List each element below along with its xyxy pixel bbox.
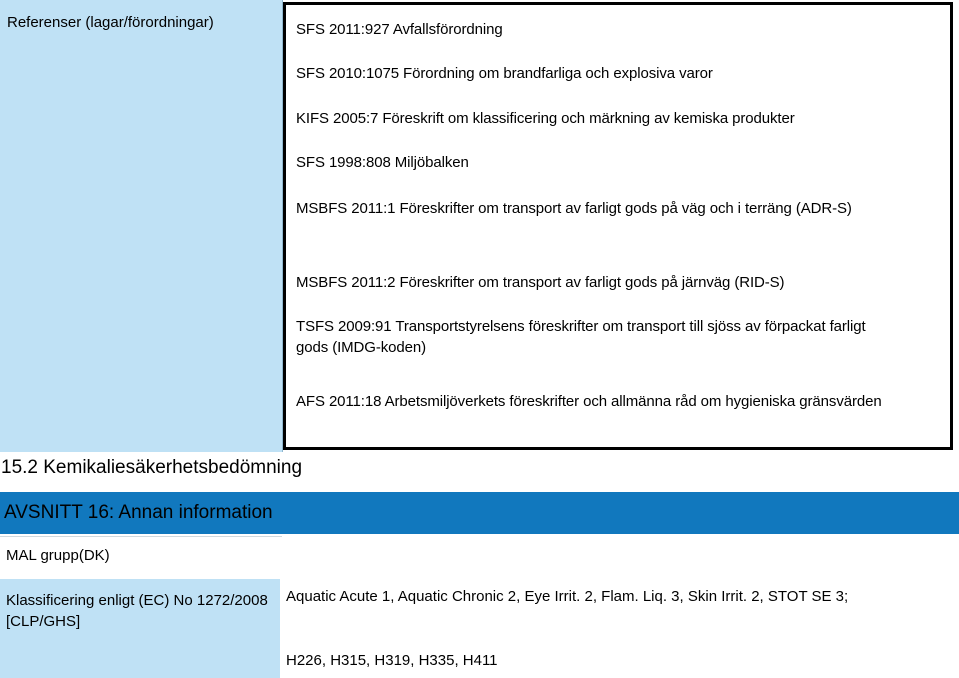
reference-item: AFS 2011:18 Arbetsmiljöverkets föreskrifter och allmänna råd om hygieniska gränsvärden: [296, 393, 882, 410]
section-16-title: AVSNITT 16: Annan information: [4, 502, 273, 523]
reference-item: SFS 2011:927 Avfallsförordning: [296, 21, 503, 38]
reference-item: SFS 1998:808 Miljöbalken: [296, 154, 469, 171]
classification-label: Klassificering enligt (EC) No 1272/2008 [CLP/GHS]: [6, 592, 268, 630]
reference-item: MSBFS 2011:2 Föreskrifter om transport av farligt gods på järnväg (RID-S): [296, 274, 785, 291]
section-15-2-heading: 15.2 Kemikaliesäkerhetsbedömning: [1, 457, 303, 478]
references-list: [283, 2, 953, 450]
reference-item: SFS 2010:1075 Förordning om brandfarliga och explosiva varor: [296, 65, 713, 82]
classification-value: Aquatic Acute 1, Aquatic Chronic 2, Eye Irrit. 2, Flam. Liq. 3, Skin Irrit. 2, STOT SE 3;: [286, 588, 849, 605]
reference-item: MSBFS 2011:1 Föreskrifter om transport av farligt gods på väg och i terräng (ADR-S): [296, 200, 852, 217]
mal-group-label: MAL grupp(DK): [6, 547, 110, 564]
reference-item: KIFS 2005:7 Föreskrift om klassificering och märkning av kemiska produkter: [296, 110, 795, 127]
reference-item: TSFS 2009:91 Transportstyrelsens föreskrifter om transport till sjöss av förpackat farligt gods (IMDG-koden): [296, 318, 866, 356]
references-label-cell: [0, 0, 283, 452]
hazard-statement-codes: H226, H315, H319, H335, H411: [286, 652, 498, 669]
references-label: Referenser (lagar/förordningar): [7, 14, 214, 31]
